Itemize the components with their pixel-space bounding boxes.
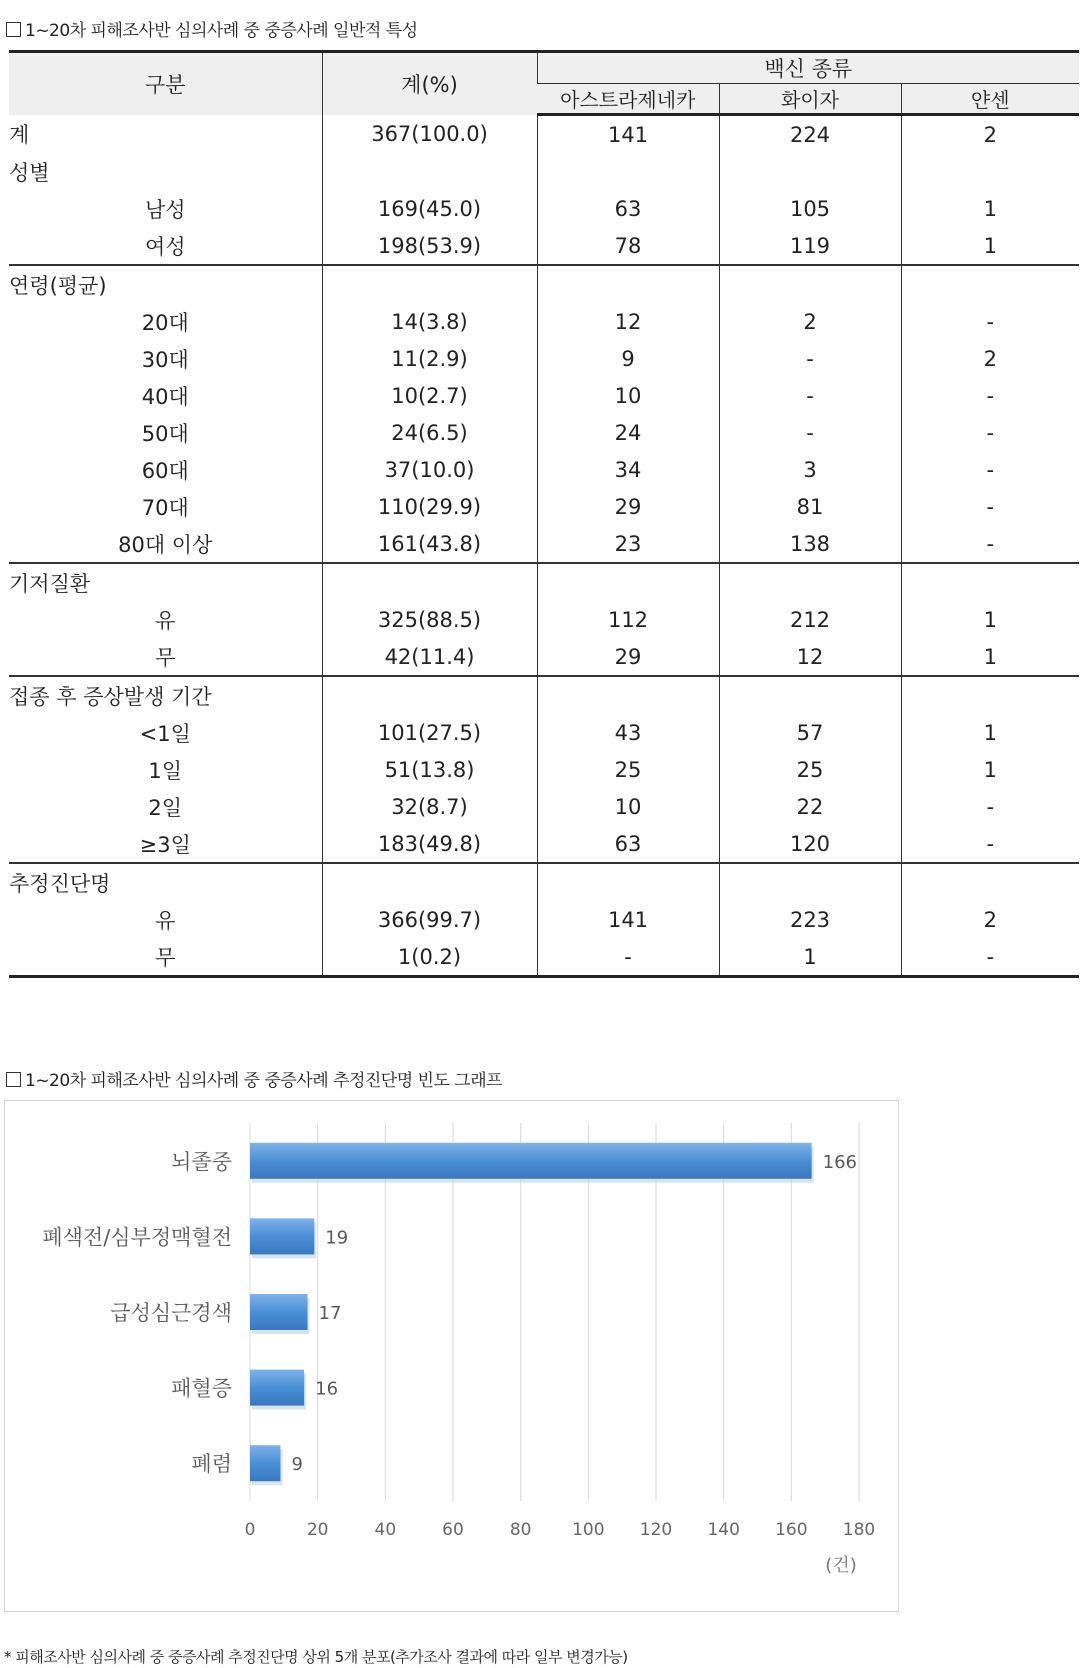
- bar: [250, 1445, 280, 1481]
- table-row: [9, 714, 1079, 751]
- cell-janssen: 1: [901, 751, 1079, 788]
- row-label: 70대: [141, 495, 189, 520]
- header-vaccine-pfizer: 화이자: [719, 84, 901, 115]
- cell-janssen: [901, 863, 1079, 901]
- cell-pfizer: [719, 265, 901, 303]
- x-tick-label: 140: [707, 1520, 740, 1540]
- data-label: 19: [325, 1227, 349, 1249]
- cell-total: 42(11.4): [322, 638, 537, 676]
- cell-pfizer: 25: [719, 751, 901, 788]
- row-label: 60대: [141, 458, 189, 483]
- x-tick-label: 160: [775, 1520, 808, 1540]
- table-row: [9, 414, 1079, 451]
- x-unit-label: (건): [825, 1555, 857, 1576]
- row-label: 20대: [141, 310, 189, 335]
- cell-total: 325(88.5): [322, 601, 537, 638]
- table-row: [9, 825, 1079, 863]
- row-label: 40대: [141, 384, 189, 409]
- cell-janssen: -: [901, 451, 1079, 488]
- row-label: 여성: [144, 234, 186, 259]
- cell-az: 25: [537, 751, 719, 788]
- table-title: 1~20차 피해조사반 심의사례 중 중증사례 일반적 특성: [6, 16, 418, 41]
- row-label: 추정진단명: [9, 863, 322, 901]
- cell-janssen: [901, 563, 1079, 601]
- table-row: [9, 938, 1079, 977]
- cell-janssen: -: [901, 525, 1079, 563]
- table-row: [9, 525, 1079, 563]
- cell-pfizer: [719, 863, 901, 901]
- chart-title: 1~20차 피해조사반 심의사례 중 중증사례 추정진단명 빈도 그래프: [6, 1066, 502, 1091]
- table-row: [9, 788, 1079, 825]
- bar: [250, 1370, 304, 1406]
- cell-az: 141: [537, 901, 719, 938]
- row-label: 80대 이상: [118, 532, 213, 557]
- header-total: 계(%): [322, 52, 537, 115]
- cell-az: 34: [537, 451, 719, 488]
- cell-az: 12: [537, 303, 719, 340]
- cell-pfizer: 22: [719, 788, 901, 825]
- header-vaccine-janssen: 얀센: [901, 84, 1079, 115]
- table-row: [9, 676, 1079, 714]
- cell-total: 10(2.7): [322, 377, 537, 414]
- checkbox-square-icon: [6, 1072, 21, 1087]
- row-label: 기저질환: [9, 563, 322, 601]
- cell-total: [322, 863, 537, 901]
- cell-janssen: 1: [901, 227, 1079, 265]
- cell-janssen: [901, 153, 1079, 190]
- cell-total: [322, 153, 537, 190]
- x-tick-label: 40: [374, 1520, 397, 1540]
- cell-total: 183(49.8): [322, 825, 537, 863]
- cell-pfizer: 119: [719, 227, 901, 265]
- table-row: [9, 901, 1079, 938]
- x-tick-label: 120: [639, 1520, 673, 1540]
- row-label: 연령(평균): [9, 265, 322, 303]
- cell-az: 63: [537, 825, 719, 863]
- cell-janssen: -: [901, 377, 1079, 414]
- table-body: [9, 115, 1079, 977]
- category-label: 급성심근경색: [110, 1301, 232, 1325]
- cell-janssen: 1: [901, 190, 1079, 227]
- cell-az: [537, 676, 719, 714]
- cell-janssen: 1: [901, 714, 1079, 751]
- x-tick-label: 0: [244, 1520, 256, 1540]
- cell-az: 23: [537, 525, 719, 563]
- row-label: 50대: [141, 421, 189, 446]
- cell-az: [537, 265, 719, 303]
- table-row: [9, 153, 1079, 190]
- cell-az: [537, 563, 719, 601]
- table-row: [9, 451, 1079, 488]
- x-tick-label: 100: [572, 1520, 605, 1540]
- table-row: [9, 563, 1079, 601]
- row-label: 무: [9, 938, 322, 977]
- cell-janssen: -: [901, 414, 1079, 451]
- x-tick-label: 80: [509, 1520, 532, 1540]
- cell-az: -: [537, 938, 719, 977]
- cell-az: 43: [537, 714, 719, 751]
- header-vaccine-group: 백신 종류: [537, 52, 1079, 84]
- cell-pfizer: [719, 153, 901, 190]
- cell-janssen: 2: [901, 340, 1079, 377]
- cell-az: 10: [537, 788, 719, 825]
- cell-janssen: 2: [901, 901, 1079, 938]
- cell-pfizer: 105: [719, 190, 901, 227]
- cell-janssen: -: [901, 788, 1079, 825]
- cell-total: 198(53.9): [322, 227, 537, 265]
- cell-az: 29: [537, 488, 719, 525]
- diagnosis-bar-chart: [4, 1100, 899, 1612]
- cell-total: 101(27.5): [322, 714, 537, 751]
- cell-pfizer: 223: [719, 901, 901, 938]
- table-row: [9, 638, 1079, 676]
- category-label: 폐색전/심부정맥혈전: [42, 1225, 232, 1250]
- cell-total: 51(13.8): [322, 751, 537, 788]
- data-label: 166: [822, 1151, 857, 1173]
- row-label: 30대: [141, 347, 189, 372]
- cell-pfizer: 138: [719, 525, 901, 563]
- x-tick-label: 180: [842, 1520, 876, 1540]
- bar: [250, 1218, 314, 1254]
- cell-janssen: -: [901, 938, 1079, 977]
- x-tick-label: 60: [442, 1520, 464, 1540]
- cell-az: 29: [537, 638, 719, 676]
- cell-pfizer: -: [719, 340, 901, 377]
- cell-pfizer: 1: [719, 938, 901, 977]
- checkbox-square-icon: [6, 22, 21, 37]
- cell-total: 32(8.7): [322, 788, 537, 825]
- cell-az: [537, 153, 719, 190]
- category-label: 패혈증: [171, 1376, 232, 1401]
- chart-svg: [5, 1101, 898, 1611]
- row-label: 성별: [9, 160, 50, 185]
- table-row: [9, 190, 1079, 227]
- data-label: 17: [318, 1303, 342, 1324]
- table-row: [9, 265, 1079, 303]
- cell-total: [322, 563, 537, 601]
- characteristics-table: [9, 50, 1079, 978]
- cell-pfizer: 224: [719, 115, 901, 154]
- cell-total: 11(2.9): [322, 340, 537, 377]
- cell-janssen: 1: [901, 601, 1079, 638]
- table-row: [9, 601, 1079, 638]
- row-label: <1일: [139, 721, 191, 746]
- cell-total: [322, 265, 537, 303]
- cell-az: 63: [537, 190, 719, 227]
- cell-az: [537, 863, 719, 901]
- cell-pfizer: 2: [719, 303, 901, 340]
- row-label: ≥3일: [139, 832, 191, 857]
- row-label: 계: [9, 122, 30, 147]
- cell-total: 24(6.5): [322, 414, 537, 451]
- cell-pfizer: [719, 676, 901, 714]
- cell-az: 9: [537, 340, 719, 377]
- data-label: 16: [315, 1378, 339, 1400]
- cell-janssen: -: [901, 303, 1079, 340]
- cell-az: 10: [537, 377, 719, 414]
- cell-az: 24: [537, 414, 719, 451]
- cell-total: 37(10.0): [322, 451, 537, 488]
- table-row: [9, 227, 1079, 265]
- data-label: 9: [291, 1454, 303, 1476]
- cell-pfizer: -: [719, 377, 901, 414]
- table-row: [9, 863, 1079, 901]
- cell-total: 14(3.8): [322, 303, 537, 340]
- header-vaccine-az: 아스트라제네카: [537, 84, 719, 115]
- row-label: 남성: [144, 197, 186, 222]
- row-label: 유: [155, 608, 176, 633]
- row-label: 2일: [148, 795, 183, 820]
- category-label: 폐렴: [191, 1452, 232, 1477]
- table-row: [9, 303, 1079, 340]
- cell-total: 366(99.7): [322, 901, 537, 938]
- bar: [250, 1143, 812, 1179]
- header-category: 구분: [9, 52, 322, 115]
- row-label: 무: [155, 645, 176, 670]
- cell-janssen: 2: [901, 115, 1079, 154]
- cell-pfizer: 81: [719, 488, 901, 525]
- category-label: 뇌졸중: [171, 1149, 232, 1174]
- cell-janssen: -: [901, 488, 1079, 525]
- cell-pfizer: 57: [719, 714, 901, 751]
- table-row: [9, 377, 1079, 414]
- cell-pfizer: 3: [719, 451, 901, 488]
- cell-az: 112: [537, 601, 719, 638]
- table-row: [9, 115, 1079, 154]
- cell-janssen: [901, 676, 1079, 714]
- row-label: 접종 후 증상발생 기간: [9, 676, 322, 714]
- footnote: * 피해조사반 심의사례 중 중증사례 추정진단명 상위 5개 분포(추가조사 결과에 따라 일부 변경가능): [4, 1648, 628, 1666]
- x-tick-label: 20: [306, 1520, 329, 1540]
- cell-pfizer: 12: [719, 638, 901, 676]
- bar: [250, 1294, 308, 1330]
- cell-janssen: -: [901, 825, 1079, 863]
- cell-total: 367(100.0): [322, 115, 537, 154]
- cell-total: 110(29.9): [322, 488, 537, 525]
- row-label: 유: [155, 908, 176, 933]
- table-row: [9, 751, 1079, 788]
- table-row: [9, 488, 1079, 525]
- cell-total: 161(43.8): [322, 525, 537, 563]
- cell-pfizer: [719, 563, 901, 601]
- cell-az: 141: [537, 115, 719, 154]
- cell-pfizer: -: [719, 414, 901, 451]
- table-row: [9, 340, 1079, 377]
- cell-janssen: 1: [901, 638, 1079, 676]
- cell-pfizer: 120: [719, 825, 901, 863]
- row-label: 1일: [148, 758, 183, 783]
- cell-pfizer: 212: [719, 601, 901, 638]
- cell-total: 1(0.2): [322, 938, 537, 977]
- cell-janssen: [901, 265, 1079, 303]
- cell-total: 169(45.0): [322, 190, 537, 227]
- cell-total: [322, 676, 537, 714]
- cell-az: 78: [537, 227, 719, 265]
